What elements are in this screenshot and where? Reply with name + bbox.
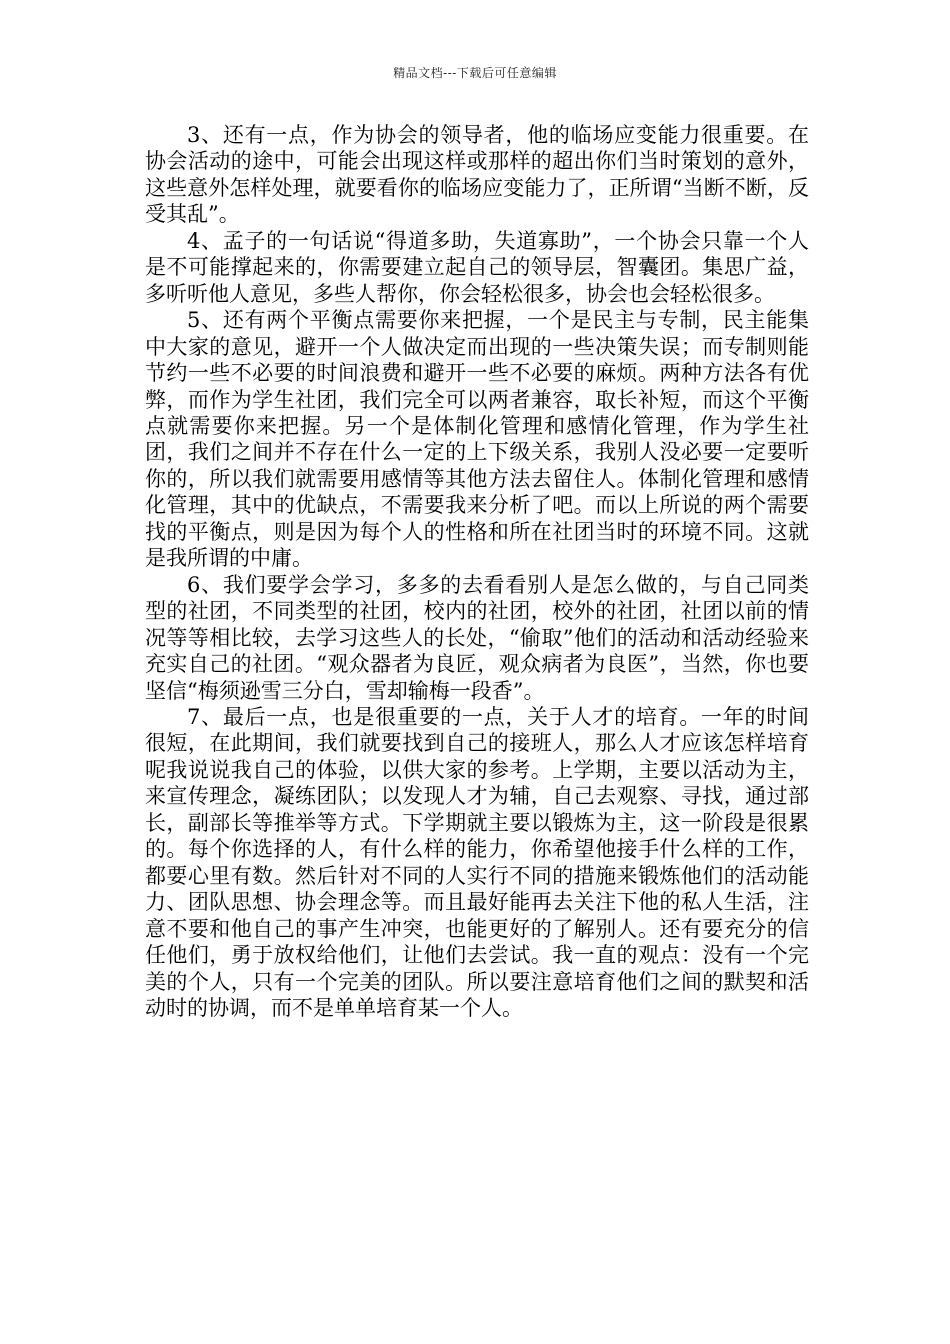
paragraph-7: 7、最后一点，也是很重要的一点，关于人才的培育。一年的时间很短，在此期间，我们就要找到自己的接班人，那么人才应该怎样培育呢我说说我自己的体验，以供大家的参考。上学期，主要以活动为主，来宣传理念，凝练团队；以发现人才为辅，自己去观察、寻找，通过部长，副部长等推举等方式。下学期就主要以锻炼为主，这一阶段是很累的。每个你选择的人，有什么样的能力，你希望他接手什么样的工作，都要心里有数。然后针对不同的人实行不同的措施来锻炼他们的活动能力、团队思想、协会理念等。而且最好能再去关注下他的私人生活，注意不要和他自己的事产生冲突，也能更好的了解别人。还有要充分的信任他们，勇于放权给他们，让他们去尝试。我一直的观点：没有一个完美的个人，只有一个完美的团队。所以要注意培育他们之间的默契和活动时的协调，而不是单单培育某一个人。 xyxy=(145,704,809,1020)
document-body xyxy=(145,122,809,1021)
paragraph-4: 4、孟子的一句话说“得道多助，失道寡助”，一个协会只靠一个人是不可能撑起来的，你需要建立起自己的领导层，智囊团。集思广益，多听听他人意见，多些人帮你，你会轻松很多，协会也会轻松很多。 xyxy=(145,228,809,306)
paragraph-6: 6、我们要学会学习，多多的去看看别人是怎么做的，与自己同类型的社团，不同类型的社团，校内的社团，校外的社团，社团以前的情况等等相比较，去学习这些人的长处，“偷取”他们的活动和活动经验来充实自己的社团。“观众器者为良匠，观众病者为良医”，当然，你也要坚信“梅须逊雪三分白，雪却输梅一段香”。 xyxy=(145,572,809,703)
paragraph-3: 3、还有一点，作为协会的领导者，他的临场应变能力很重要。在协会活动的途中，可能会出现这样或那样的超出你们当时策划的意外，这些意外怎样处理，就要看你的临场应变能力了，正所谓“当断不断，反受其乱”。 xyxy=(145,123,809,227)
paragraph-5: 5、还有两个平衡点需要你来把握，一个是民主与专制，民主能集中大家的意见，避开一个人做决定而出现的一些决策失误；而专制则能节约一些不必要的时间浪费和避开一些不必要的麻烦。两种方法各有优弊，而作为学生社团，我们完全可以两者兼容，取长补短，而这个平衡点就需要你来把握。另一个是体制化管理和感情化管理，作为学生社团，我们之间并不存在什么一定的上下级关系，我别人没必要一定要听你的，所以我们就需要用感情等其他方法去留住人。体制化管理和感情化管理，其中的优缺点，不需要我来分析了吧。而以上所说的两个需要找的平衡点，则是因为每个人的性格和所在社团当时的环境不同。这就是我所谓的中庸。 xyxy=(145,308,809,571)
page-header: 精品文档---下载后可任意编辑 xyxy=(393,66,557,80)
